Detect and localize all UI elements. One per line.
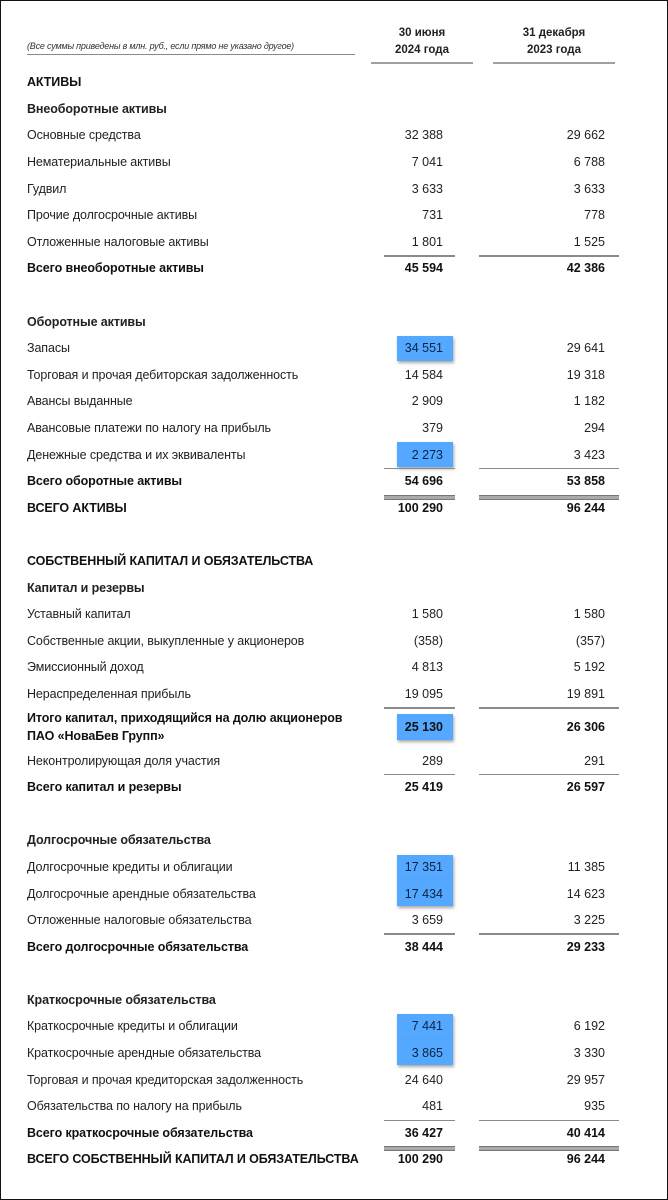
row-label: Обязательства по налогу на прибыль: [27, 1099, 242, 1114]
table-row: [27, 229, 627, 256]
row-label: Нематериальные активы: [27, 155, 171, 170]
value-2023: 935: [584, 1099, 605, 1114]
value-2023: 19 318: [566, 367, 605, 382]
row-label: Долгосрочные арендные обязательства: [27, 886, 256, 901]
table-row: [27, 601, 627, 628]
value-2024: 19 095: [404, 686, 443, 701]
row-label: Нераспределенная прибыль: [27, 686, 191, 701]
row-label: ВСЕГО СОБСТВЕННЫЙ КАПИТАЛ И ОБЯЗАТЕЛЬСТВА: [27, 1152, 359, 1167]
value-2023: 291: [584, 753, 605, 768]
value-2024: 379: [422, 421, 443, 436]
heading-label: Оборотные активы: [27, 314, 146, 329]
row-label: Отложенные налоговые обязательства: [27, 913, 252, 928]
value-2023: 26 306: [566, 720, 605, 735]
value-2023: 3 423: [573, 447, 605, 462]
table-row: [27, 175, 627, 202]
row-label: Всего оборотные активы: [27, 474, 182, 489]
value-2024: (358): [413, 633, 443, 648]
row-label: Уставный капитал: [27, 607, 131, 622]
value-2024: 14 584: [404, 367, 443, 382]
value-2023: 19 891: [566, 686, 605, 701]
heading-label: СОБСТВЕННЫЙ КАПИТАЛ И ОБЯЗАТЕЛЬСТВА: [27, 553, 314, 568]
subsection-title-current-liabilities: [27, 987, 627, 1014]
value-2023: 3 225: [573, 913, 605, 928]
table-row: [27, 880, 627, 907]
value-2023: 42 386: [566, 261, 605, 276]
heading-label: Краткосрочные обязательства: [27, 992, 216, 1007]
value-2024: 24 640: [404, 1072, 443, 1087]
row-label: ВСЕГО АКТИВЫ: [27, 500, 127, 515]
row-label: Торговая и прочая дебиторская задолженность: [27, 367, 299, 382]
value-2023: 5 192: [573, 660, 605, 675]
row-label: Основные средства: [27, 128, 141, 143]
value-2024: 17 351: [404, 859, 443, 874]
table-header: [27, 25, 619, 67]
value-2024: 100 290: [397, 500, 443, 515]
section-title-assets: [27, 69, 627, 96]
row-label: Неконтролирующая доля участия: [27, 753, 221, 768]
table-row: [27, 681, 627, 708]
table-row: [27, 854, 627, 881]
value-2024: 731: [422, 208, 443, 223]
table-row: [27, 1093, 627, 1120]
section-title-equity-liabilities: [27, 548, 627, 575]
table-row: [27, 907, 627, 934]
table-row: [27, 441, 627, 468]
value-2024: 3 865: [411, 1046, 443, 1061]
row-label: Собственные акции, выкупленные у акционеров: [27, 633, 305, 648]
value-2023: 29 662: [566, 128, 605, 143]
value-2023: 29 957: [566, 1072, 605, 1087]
column-header-2023-date: 31 декабря: [522, 27, 586, 39]
table-row: [27, 747, 627, 774]
row-label: Авансы выданные: [27, 394, 133, 409]
value-2023: 29 233: [566, 939, 605, 954]
spacer: [27, 282, 627, 309]
value-2024: 289: [422, 753, 443, 768]
heading-label: АКТИВЫ: [27, 75, 82, 90]
value-2024: 481: [422, 1099, 443, 1114]
value-2024: 36 427: [404, 1125, 443, 1140]
table-row: [27, 388, 627, 415]
row-label: Запасы: [27, 341, 70, 356]
table-row: [27, 1040, 627, 1067]
value-2023: 1 182: [573, 394, 605, 409]
total-row: [27, 468, 627, 495]
units-note: (Все суммы приведены в млн. руб., если прямо не указано другое): [27, 41, 355, 55]
row-label: Всего внеоборотные активы: [27, 261, 204, 276]
row-label: Всего краткосрочные обязательства: [27, 1125, 253, 1140]
value-2024: 1 801: [411, 234, 443, 249]
value-2023: 14 623: [566, 886, 605, 901]
value-2024: 1 580: [411, 607, 443, 622]
grand-total-row: [27, 495, 627, 522]
column-header-2024: [371, 25, 473, 64]
value-2024: 7 041: [411, 155, 443, 170]
value-2024: 32 388: [404, 128, 443, 143]
column-header-2023: [493, 25, 615, 64]
subsection-title-equity: [27, 574, 627, 601]
value-2023: (357): [575, 633, 605, 648]
value-2024: 100 290: [397, 1152, 443, 1167]
table-row: [27, 1066, 627, 1093]
heading-label: Внеоборотные активы: [27, 101, 167, 116]
spacer: [27, 800, 627, 827]
row-label: Эмиссионный доход: [27, 660, 144, 675]
column-header-2024-date: 30 июня: [398, 27, 446, 39]
table-row: [27, 335, 627, 362]
value-2023: 3 330: [573, 1046, 605, 1061]
row-label: [27, 709, 342, 745]
value-2024: 17 434: [404, 886, 443, 901]
spacer: [27, 521, 627, 548]
value-2024: 54 696: [404, 474, 443, 489]
value-2024: 25 130: [404, 720, 443, 735]
value-2024: 25 419: [404, 780, 443, 795]
row-label: Всего капитал и резервы: [27, 780, 182, 795]
heading-label: Капитал и резервы: [27, 580, 145, 595]
row-label: Авансовые платежи по налогу на прибыль: [27, 421, 271, 436]
column-header-2024-year: 2024 года: [395, 44, 449, 56]
table-row: [27, 202, 627, 229]
table-row: [27, 149, 627, 176]
value-2023: 96 244: [566, 500, 605, 515]
table-row: [27, 654, 627, 681]
row-label: Денежные средства и их эквиваленты: [27, 447, 246, 462]
total-row: [27, 255, 627, 282]
column-header-2023-year: 2023 года: [527, 44, 581, 56]
table-row: [27, 627, 627, 654]
row-label: Гудвил: [27, 181, 67, 196]
value-2023: 6 788: [573, 155, 605, 170]
table-row: [27, 122, 627, 149]
value-2023: 1 580: [573, 607, 605, 622]
table-row: [27, 415, 627, 442]
value-2023: 1 525: [573, 234, 605, 249]
total-row: [27, 1120, 627, 1147]
spacer: [27, 960, 627, 987]
row-label: Всего долгосрочные обязательства: [27, 939, 249, 954]
value-2023: 6 192: [573, 1019, 605, 1034]
row-label: Краткосрочные кредиты и облигации: [27, 1019, 238, 1034]
subsection-title-current-assets: [27, 308, 627, 335]
total-row: [27, 774, 627, 801]
value-2023: 778: [584, 208, 605, 223]
row-label-line: ПАО «НоваБев Групп»: [27, 729, 165, 744]
balance-sheet-rows: [27, 69, 627, 1173]
value-2023: 40 414: [566, 1125, 605, 1140]
value-2023: 53 858: [566, 474, 605, 489]
value-2023: 96 244: [566, 1152, 605, 1167]
total-row: [27, 707, 627, 747]
row-label: Краткосрочные арендные обязательства: [27, 1046, 262, 1061]
table-row: [27, 1013, 627, 1040]
value-2023: 29 641: [566, 341, 605, 356]
value-2024: 3 633: [411, 181, 443, 196]
value-2024: 4 813: [411, 660, 443, 675]
value-2024: 2 909: [411, 394, 443, 409]
value-2023: 11 385: [567, 859, 605, 874]
value-2024: 7 441: [411, 1019, 443, 1034]
row-label: Отложенные налоговые активы: [27, 234, 209, 249]
total-row: [27, 933, 627, 960]
value-2024: 2 273: [411, 447, 443, 462]
row-label: Торговая и прочая кредиторская задолженность: [27, 1072, 304, 1087]
value-2024: 38 444: [404, 939, 443, 954]
value-2024: 45 594: [404, 261, 443, 276]
value-2023: 294: [584, 421, 605, 436]
row-label: Прочие долгосрочные активы: [27, 208, 198, 223]
row-label-line: Итого капитал, приходящийся на долю акционеров: [27, 711, 343, 726]
value-2023: 3 633: [573, 181, 605, 196]
subsection-title-noncurrent-assets: [27, 96, 627, 123]
heading-label: Долгосрочные обязательства: [27, 833, 211, 848]
table-row: [27, 362, 627, 389]
row-label: Долгосрочные кредиты и облигации: [27, 859, 233, 874]
value-2024: 34 551: [404, 341, 443, 356]
grand-total-row: [27, 1146, 627, 1173]
value-2023: 26 597: [566, 780, 605, 795]
subsection-title-noncurrent-liabilities: [27, 827, 627, 854]
value-2024: 3 659: [411, 913, 443, 928]
